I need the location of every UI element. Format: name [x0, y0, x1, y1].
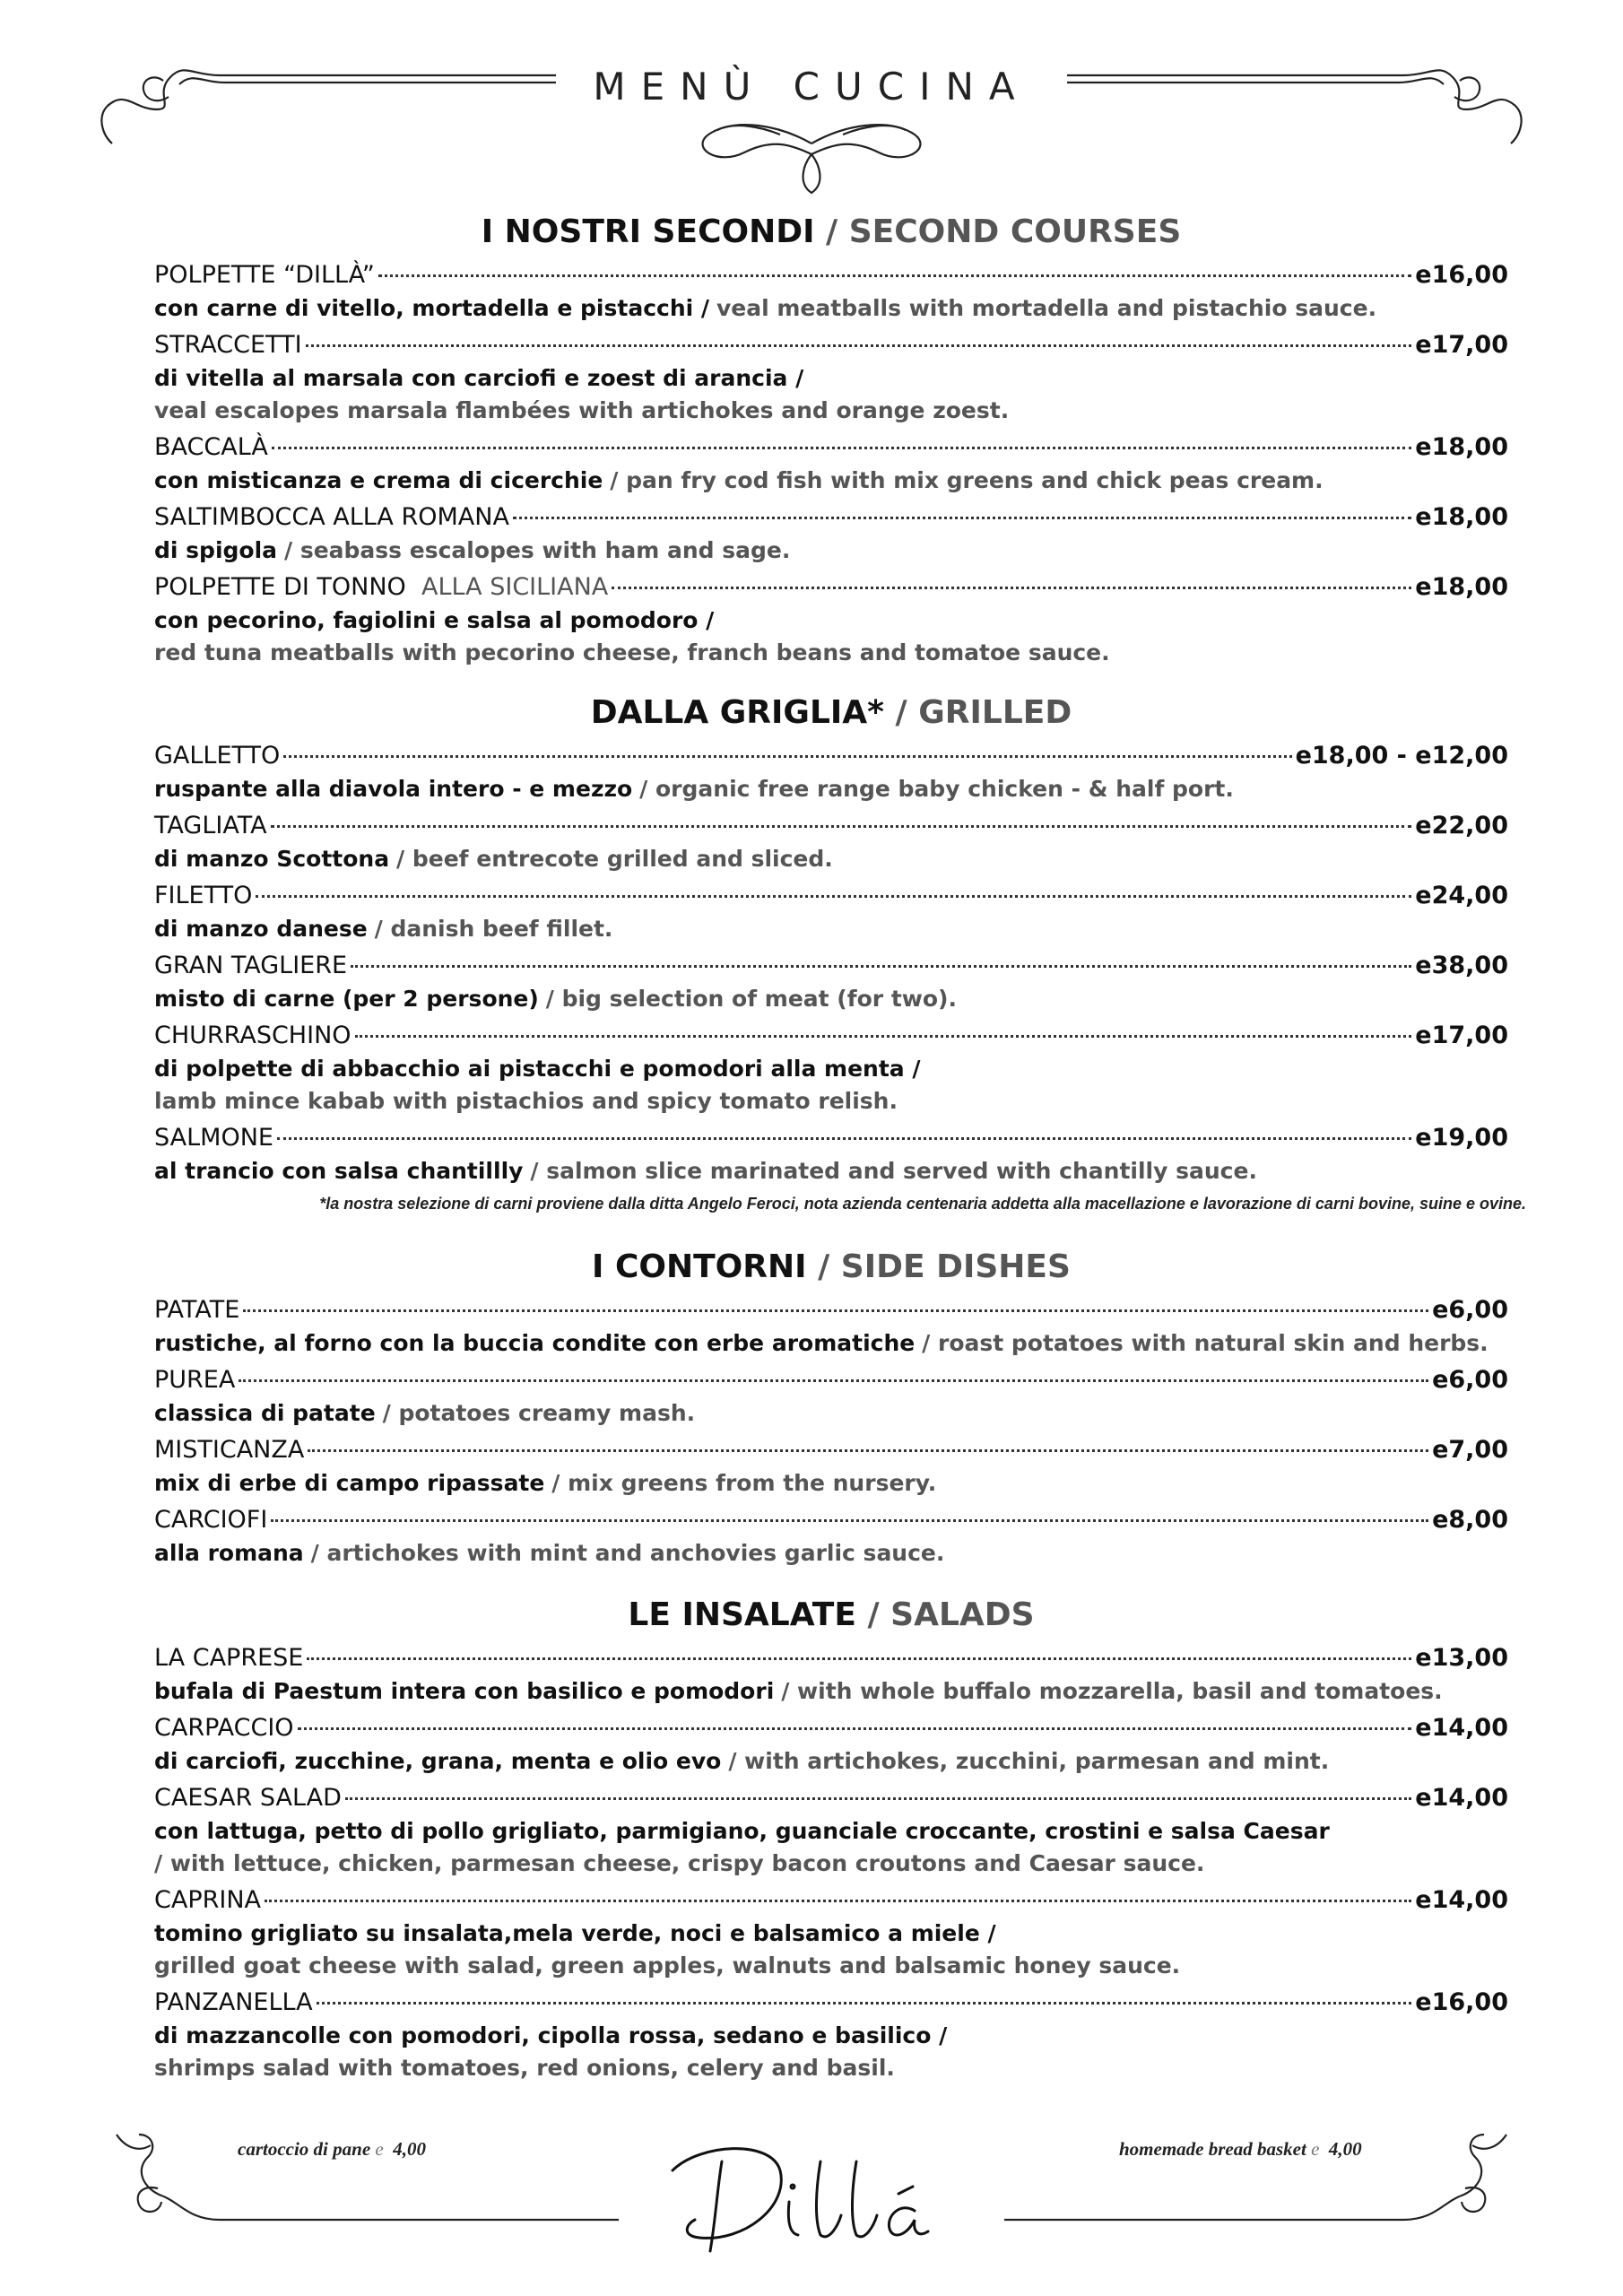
section-title-en: SIDE DISHES [840, 1248, 1071, 1285]
item-price: e7,00 [1432, 1436, 1508, 1464]
dot-leader [345, 1797, 1411, 1800]
menu-item [154, 1641, 1508, 1675]
desc-en: shrimps salad with tomatoes, red onions, celery and basil. [154, 2055, 895, 2081]
dot-leader [277, 1137, 1411, 1140]
item-description [154, 604, 1508, 669]
item-name: FILETTO [154, 882, 253, 909]
desc-it: di spigola [154, 537, 278, 563]
item-price: e19,00 [1415, 1124, 1508, 1152]
desc-it: con lattuga, petto di pollo grigliato, parmigiano, guanciale croccante, crostini e salsa Caesar [154, 1818, 1330, 1844]
desc-en: / artichokes with mint and anchovies garlic sauce. [310, 1540, 945, 1566]
item-name: LA CAPRESE [154, 1644, 304, 1672]
dot-leader [298, 1727, 1412, 1730]
item-name: GRAN TAGLIERE [154, 952, 348, 979]
item-name: CAESAR SALAD [154, 1784, 342, 1812]
item-description [154, 1155, 1508, 1187]
desc-en: / mix greens from the nursery. [551, 1470, 937, 1496]
dot-leader [355, 1035, 1412, 1038]
item-description [154, 1918, 1508, 1982]
item-name: BACCALÀ [154, 433, 268, 461]
item-price: e38,00 [1415, 952, 1508, 979]
desc-en: / with whole buffalo mozzarella, basil and tomatoes. [781, 1678, 1443, 1704]
currency-symbol: e [1311, 2138, 1320, 2160]
item-description [154, 773, 1508, 805]
item-name: POLPETTE DI TONNO ALLA SICILIANA [154, 573, 609, 601]
item-name: PUREA [154, 1366, 236, 1394]
dot-leader [351, 965, 1411, 968]
desc-it: rustiche, al forno con la buccia condite con erbe aromatiche [154, 1330, 916, 1356]
item-name: CARPACCIO [154, 1714, 294, 1742]
section-griglia [154, 692, 1526, 1216]
dot-leader [239, 1379, 1428, 1382]
bread-label-en: homemade bread basket [1119, 2138, 1306, 2160]
desc-en: veal meatballs with mortadella and pistachio sauce. [716, 295, 1377, 321]
section-title-it: LE INSALATE [628, 1596, 856, 1633]
menu-item [154, 328, 1508, 362]
dot-leader [612, 587, 1411, 589]
item-description [154, 1467, 1508, 1500]
item-price: e18,00 - e12,00 [1295, 742, 1508, 770]
desc-en: / pan fry cod fish with mix greens and chick peas cream. [610, 467, 1324, 493]
section-title: I NOSTRI SECONDI / SECOND COURSES [481, 213, 1182, 250]
item-name: SALTIMBOCCA ALLA ROMANA [154, 503, 509, 531]
menu-item [154, 570, 1508, 604]
desc-it: di vitella al marsala con carciofi e zoest di arancia / [154, 365, 804, 391]
section-title-it: I CONTORNI [592, 1248, 807, 1285]
desc-en: / roast potatoes with natural skin and herbs. [922, 1330, 1488, 1356]
item-price: e14,00 [1415, 1886, 1508, 1914]
item-price: e16,00 [1415, 261, 1508, 289]
currency-symbol: e [375, 2138, 384, 2160]
menu-item [154, 430, 1508, 465]
section-insalate [154, 1595, 1508, 2084]
item-description [154, 1327, 1508, 1360]
section-contorni [154, 1247, 1508, 1570]
desc-it: ruspante alla diavola intero - e mezzo [154, 776, 633, 802]
item-price: e16,00 [1415, 1988, 1508, 2016]
menu-item [154, 739, 1508, 773]
dot-leader [306, 344, 1412, 347]
desc-it: con carne di vitello, mortadella e pistacchi / [154, 295, 710, 321]
item-description [154, 465, 1508, 497]
item-price: e14,00 [1415, 1714, 1508, 1742]
desc-it: mix di erbe di campo ripassate [154, 1470, 545, 1496]
section-title: LE INSALATE / SALADS [628, 1596, 1035, 1633]
menu-item [154, 1883, 1508, 1918]
item-name: POLPETTE “DILLÀ” [154, 261, 375, 289]
desc-en: / salmon slice marinated and served with chantilly sauce. [530, 1158, 1257, 1184]
menu-item [154, 500, 1508, 535]
dot-leader [256, 895, 1411, 898]
desc-it: alla romana [154, 1540, 304, 1566]
menu-content [154, 212, 1526, 2088]
section-title-en: SECOND COURSES [848, 213, 1182, 250]
item-price: e6,00 [1432, 1366, 1508, 1394]
menu-item [154, 1986, 1508, 2020]
menu-item [154, 1781, 1508, 1815]
desc-en: / organic free range baby chicken - & half port. [639, 776, 1234, 802]
item-price: e22,00 [1415, 812, 1508, 839]
section-title-it: DALLA GRIGLIA* [590, 694, 884, 731]
menu-item [154, 258, 1508, 292]
desc-it: classica di patate [154, 1400, 376, 1426]
item-price: e18,00 [1415, 573, 1508, 601]
dot-leader [265, 1900, 1411, 1902]
item-description [154, 843, 1508, 875]
menu-item [154, 1019, 1508, 1053]
meat-supplier-note: *la nostra selezione di carni proviene dalla ditta Angelo Feroci, nota azienda centenaria addetta alla macellazione e lavorazione di carni bovine, suine e ovine. [319, 1195, 1526, 1213]
item-description [154, 1053, 1508, 1118]
desc-it: di polpette di abbacchio ai pistacchi e pomodori alla menta / [154, 1056, 921, 1082]
desc-it: al trancio con salsa chantillly [154, 1158, 524, 1184]
dot-leader [308, 1449, 1428, 1452]
item-name: STRACCETTI [154, 331, 302, 359]
item-name: CAPRINA [154, 1886, 261, 1914]
item-name: CHURRASCHINO [154, 1022, 352, 1049]
desc-en: grilled goat cheese with salad, green apples, walnuts and balsamic honey sauce. [154, 1952, 1181, 1979]
item-name: PANZANELLA [154, 1988, 313, 2016]
item-description [154, 1397, 1508, 1430]
menu-item [154, 1121, 1508, 1155]
section-secondi [154, 212, 1508, 669]
dot-leader [272, 447, 1411, 449]
section-title-it: I NOSTRI SECONDI [481, 213, 815, 250]
item-price: e13,00 [1415, 1644, 1508, 1672]
item-price: e18,00 [1415, 433, 1508, 461]
desc-en: / potatoes creamy mash. [382, 1400, 696, 1426]
desc-it: misto di carne (per 2 persone) [154, 986, 539, 1012]
desc-en: / big selection of meat (for two). [545, 986, 957, 1012]
dot-leader [317, 2002, 1412, 2005]
item-description [154, 2020, 1508, 2084]
item-description [154, 535, 1508, 567]
dilla-logo [646, 2135, 968, 2269]
dot-leader [378, 274, 1411, 277]
menu-item [154, 1503, 1508, 1537]
section-title: DALLA GRIGLIA* / GRILLED [590, 694, 1072, 731]
desc-it: con pecorino, fagiolini e salsa al pomodoro / [154, 607, 715, 633]
dot-leader [513, 517, 1411, 519]
menu-item [154, 1363, 1508, 1397]
dot-leader [271, 825, 1412, 828]
dot-leader [283, 755, 1291, 758]
dot-leader [307, 1657, 1411, 1660]
menu-title: MENÙ CUCINA [593, 65, 1030, 109]
item-price: e8,00 [1432, 1506, 1508, 1534]
desc-it: di manzo danese [154, 916, 368, 942]
item-price: e18,00 [1415, 503, 1508, 531]
item-description [154, 1675, 1508, 1708]
desc-en: / seabass escalopes with ham and sage. [283, 537, 791, 563]
desc-it: bufala di Paestum intera con basilico e pomodori [154, 1678, 775, 1704]
section-title: I CONTORNI / SIDE DISHES [592, 1248, 1071, 1285]
bread-basket-en [1119, 2138, 1362, 2161]
desc-en: / danish beef fillet. [374, 916, 613, 942]
menu-item [154, 1433, 1508, 1467]
desc-en: / with lettuce, chicken, parmesan cheese, crispy bacon croutons and Caesar sauce. [154, 1850, 1205, 1876]
item-price: e17,00 [1415, 1022, 1508, 1049]
desc-it: con misticanza e crema di cicerchie [154, 467, 603, 493]
item-name: MISTICANZA [154, 1436, 305, 1464]
desc-en: / beef entrecote grilled and sliced. [396, 846, 833, 872]
menu-item [154, 879, 1508, 913]
bread-price-en: 4,00 [1328, 2138, 1362, 2160]
section-title-en: SALADS [890, 1596, 1035, 1633]
bread-label-it: cartoccio di pane [238, 2138, 371, 2160]
item-description [154, 1815, 1508, 1880]
desc-en: red tuna meatballs with pecorino cheese, franch beans and tomatoe sauce. [154, 639, 1110, 665]
item-description [154, 1537, 1508, 1570]
item-price: e17,00 [1415, 331, 1508, 359]
desc-it: di carciofi, zucchine, grana, menta e olio evo [154, 1748, 722, 1774]
item-description [154, 1745, 1508, 1778]
item-name-extra: ALLA SICILIANA [421, 573, 609, 601]
desc-en: lamb mince kabab with pistachios and spicy tomato relish. [154, 1088, 898, 1114]
menu-item [154, 1293, 1508, 1327]
bread-price-it: 4,00 [393, 2138, 426, 2160]
item-name: SALMONE [154, 1124, 273, 1152]
desc-en: / with artichokes, zucchini, parmesan and mint. [728, 1748, 1330, 1774]
dot-leader [243, 1309, 1428, 1312]
menu-item [154, 1711, 1508, 1745]
item-price: e14,00 [1415, 1784, 1508, 1812]
desc-it: di manzo Scottona [154, 846, 390, 872]
item-name: CARCIOFI [154, 1506, 268, 1534]
item-price: e24,00 [1415, 882, 1508, 909]
item-price: e6,00 [1432, 1296, 1508, 1324]
menu-item [154, 949, 1508, 983]
item-name: TAGLIATA [154, 812, 267, 839]
item-description [154, 362, 1508, 427]
item-name: GALLETTO [154, 742, 281, 770]
section-title-en: GRILLED [918, 694, 1072, 731]
item-name: PATATE [154, 1296, 240, 1324]
desc-en: veal escalopes marsala flambées with artichokes and orange zoest. [154, 397, 1010, 423]
bread-basket-it [238, 2138, 426, 2161]
item-description [154, 913, 1508, 945]
menu-item [154, 809, 1508, 843]
desc-it: tomino grigliato su insalata,mela verde, noci e balsamico a miele / [154, 1920, 996, 1946]
desc-it: di mazzancolle con pomodori, cipolla rossa, sedano e basilico / [154, 2022, 948, 2048]
item-description [154, 983, 1508, 1015]
dot-leader [271, 1519, 1428, 1522]
item-description [154, 292, 1508, 325]
